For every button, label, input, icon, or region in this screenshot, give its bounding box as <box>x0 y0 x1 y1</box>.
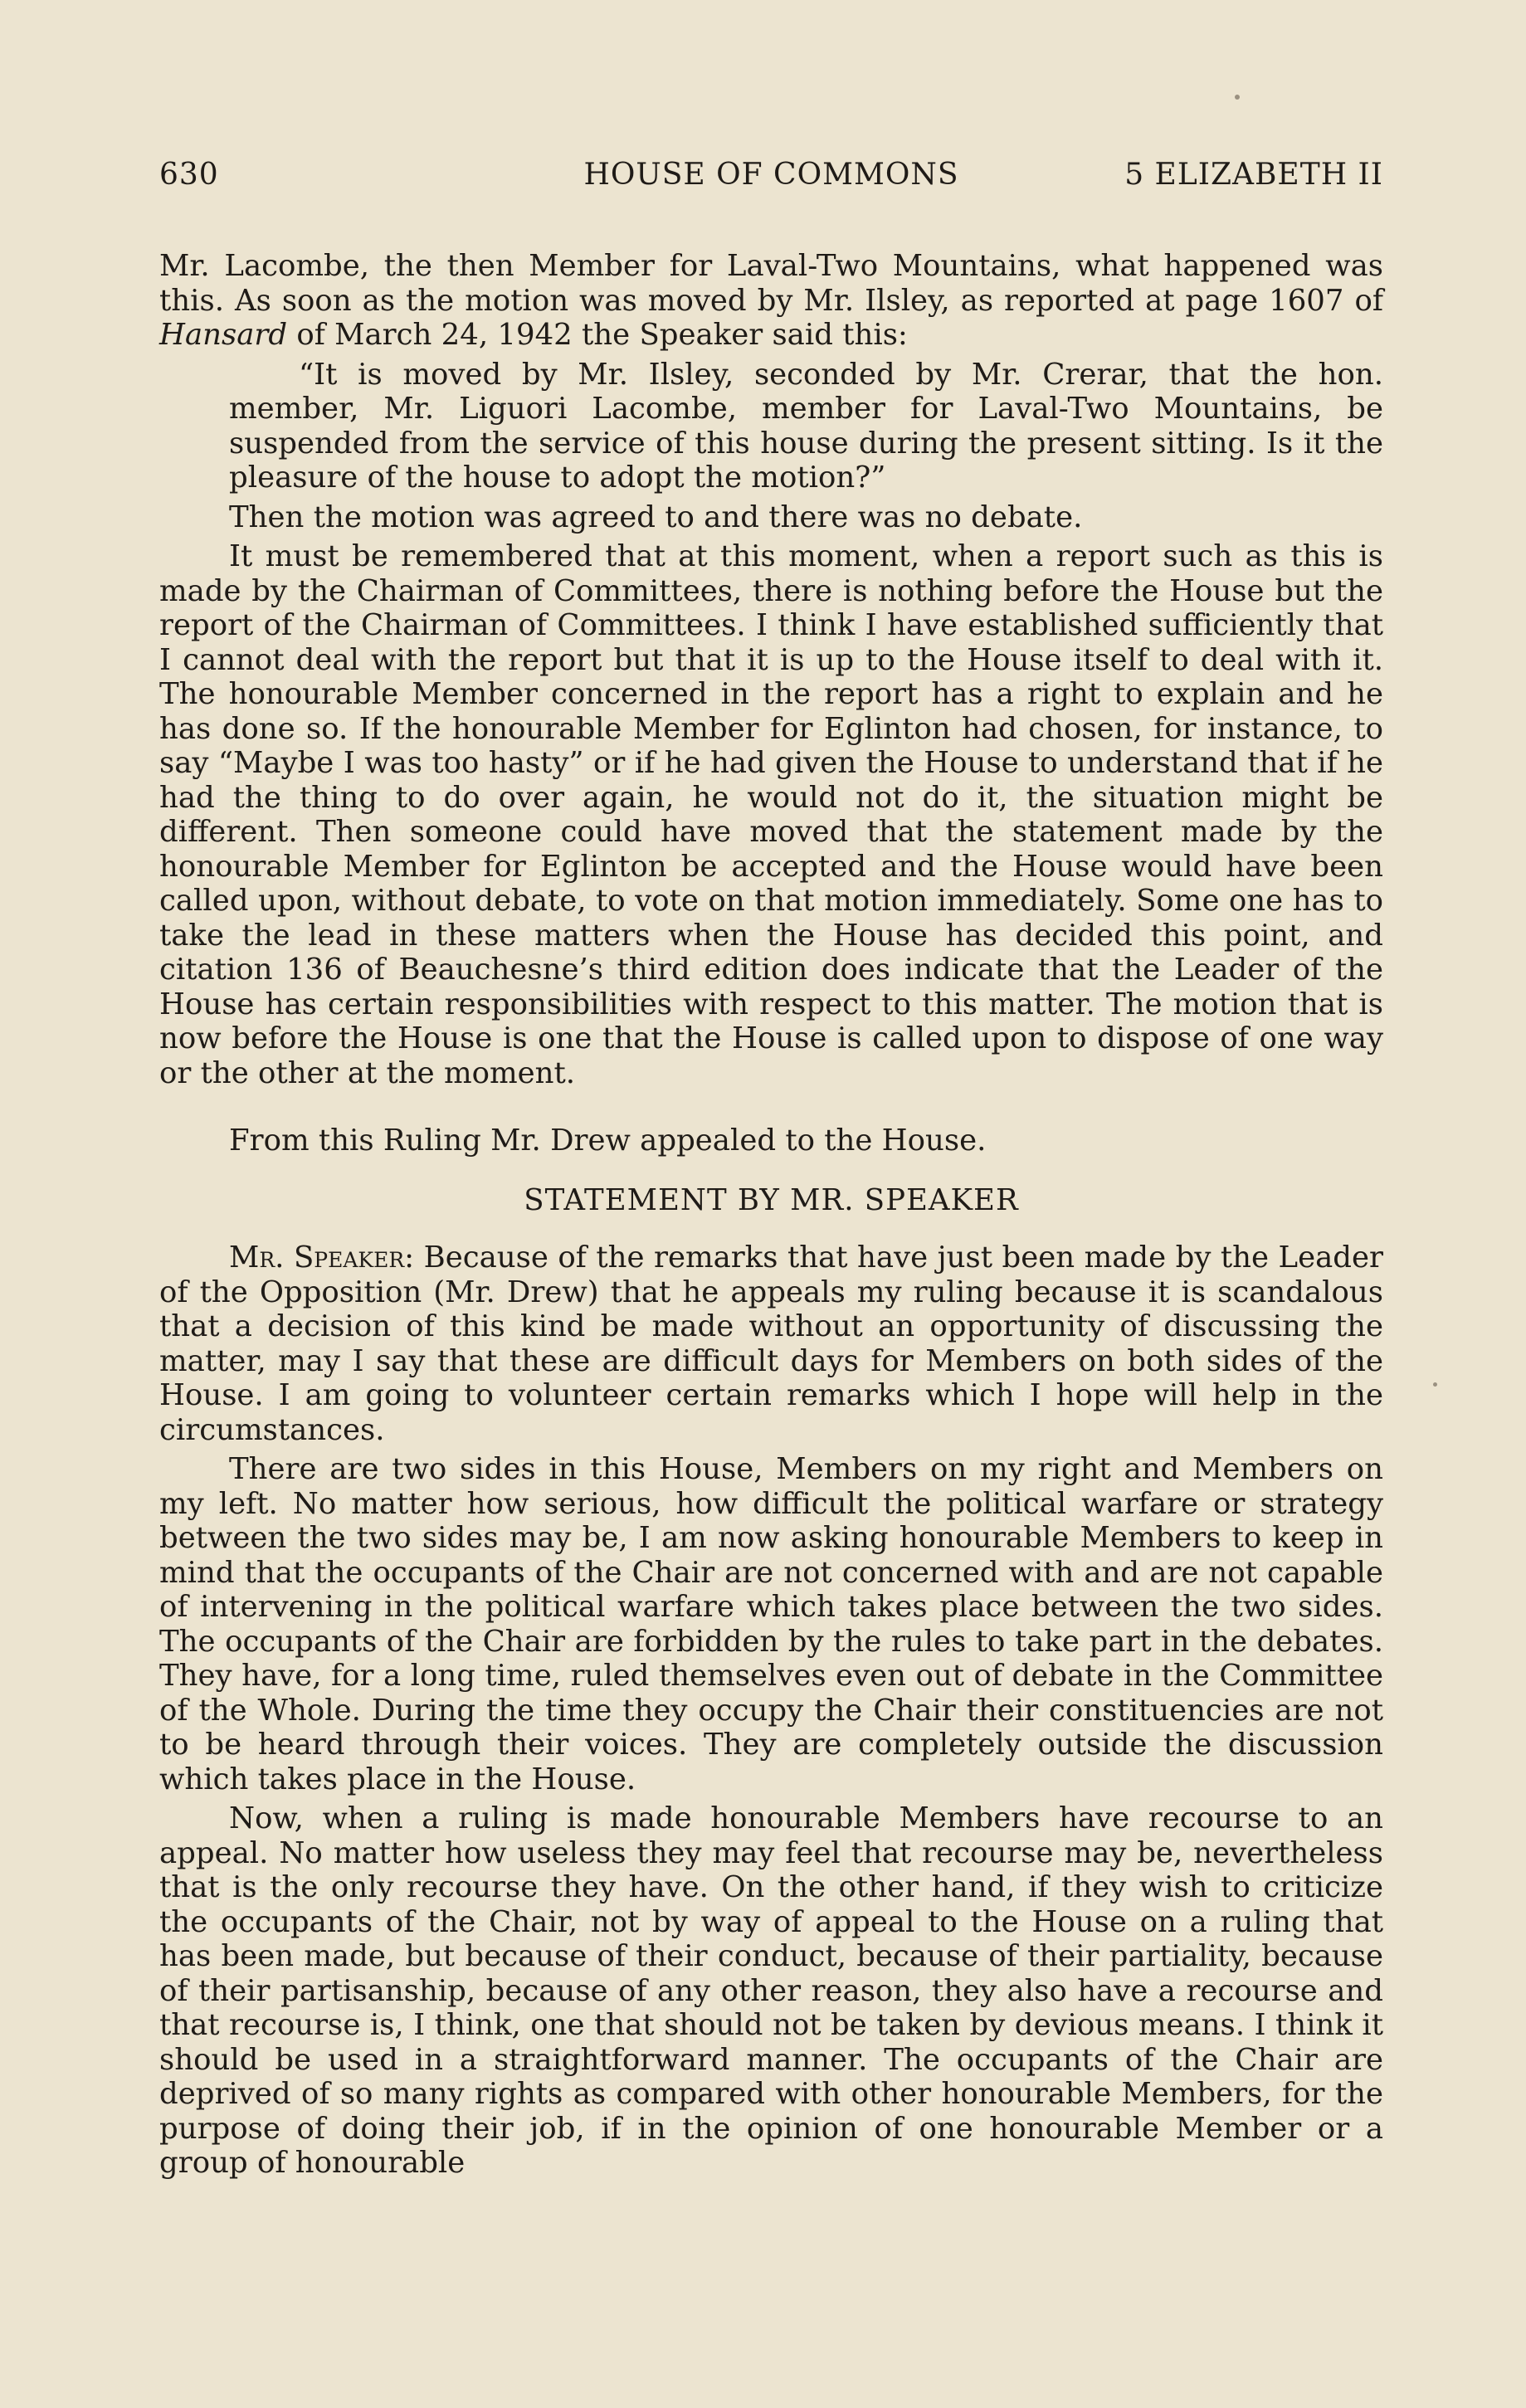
paper-speck <box>1433 1382 1437 1387</box>
document-page <box>159 158 1383 2186</box>
block-quote: “It is moved by Mr. Ilsley, seconded by Mr. Crerar, that the hon. member, Mr. Liguori Lacombe, member for Laval-Two Mountains, be suspended from the service of this house during the present sitting. Is it the pleasure of the house to adopt the motion?” <box>229 357 1383 495</box>
speaker-label: Mr. Speaker: <box>229 1241 415 1275</box>
after-quote-line: Then the motion was agreed to and there was no debate. <box>229 500 1083 534</box>
running-head <box>159 158 1383 199</box>
paper-speck <box>1235 95 1240 100</box>
paragraph-recourse: Now, when a ruling is made honourable Members have recourse to an appeal. No matter how useless they may feel that recourse may be, nevertheless that is the only recourse they have. On the other hand, if they wish to criticize the occupants of the Chair, not by way of appeal to the House on a ruling that has been made, but because of their conduct, because of their partiality, because of their partisanship, because of any other reason, they also have a recourse and that recourse is, I think, one that should not be taken by devious means. I think it should be used in a straightforward manner. The occupants of the Chair are deprived of so many rights as compared with other honourable Members, for the purpose of doing their job, if in the opinion of one honourable Member or a group of honourable <box>159 1801 1383 2180</box>
body-text <box>159 249 1383 2181</box>
regnal-year: 5 ELIZABETH II <box>1124 158 1383 192</box>
intro-paragraph: Mr. Lacombe, the then Member for Laval-Two Mountains, what happened was this. As soon as the motion was moved by Mr. Ilsley, as reported at page 1607 of Hansard of March 24, 1942 the Speaker said this: <box>159 249 1383 352</box>
appeal-line: From this Ruling Mr. Drew appealed to the House. <box>229 1124 987 1158</box>
paragraph-two-sides: There are two sides in this House, Members on my right and Members on my left. No matter how serious, how difficult the political warfare or strategy between the two sides may be, I am now asking honourable Members to keep in mind that the occupants of the Chair are not concerned with and are not capable of intervening in the political warfare which takes place between the two sides. The occupants of the Chair are forbidden by the rules to take part in the debates. They have, for a long time, ruled themselves even out of debate in the Committee of the Whole. During the time they occupy the Chair their constituencies are not to be heard through their voices. They are completely outside the discussion which takes place in the House. <box>159 1452 1383 1796</box>
journal-title: HOUSE OF COMMONS <box>583 158 959 192</box>
paragraph-report: It must be remembered that at this moment, when a report such as this is made by the Chairman of Committees, there is nothing before the House but the report of the Chairman of Committees. I think I have established sufficiently that I cannot deal with the report but that it is up to the House itself to deal with it. The honourable Member concerned in the report has a right to explain and he has done so. If the honourable Member for Eglinton had chosen, for instance, to say “Maybe I was too hasty” or if he had given the House to understand that if he had the thing to do over again, he would not do it, the situation might be different. Then someone could have moved that the statement made by the honourable Member for Eglinton be accepted and the House would have been called upon, without debate, to vote on that motion immediately. Some one has to take the lead in these matters when the House has decided this point, and citation 136 of Beauchesne’s third edition does indicate that the Leader of the House has certain responsibilities with respect to this matter. The motion that is now before the House is one that the House is called upon to dispose of one way or the other at the moment. <box>159 539 1383 1090</box>
page-number: 630 <box>159 158 219 192</box>
paragraph-speaker: Mr. Speaker: Because of the remarks that have just been made by the Leader of the Opposition (Mr. Drew) that he appeals my ruling because it is scandalous that a decision of this kind be made without an opportunity of discussing the matter, may I say that these are difficult days for Members on both sides of the House. I am going to volunteer certain remarks which I hope will help in the circumstances. <box>159 1241 1383 1447</box>
hansard-reference: Hansard <box>159 318 288 352</box>
section-heading: STATEMENT BY MR. SPEAKER <box>524 1182 1019 1217</box>
